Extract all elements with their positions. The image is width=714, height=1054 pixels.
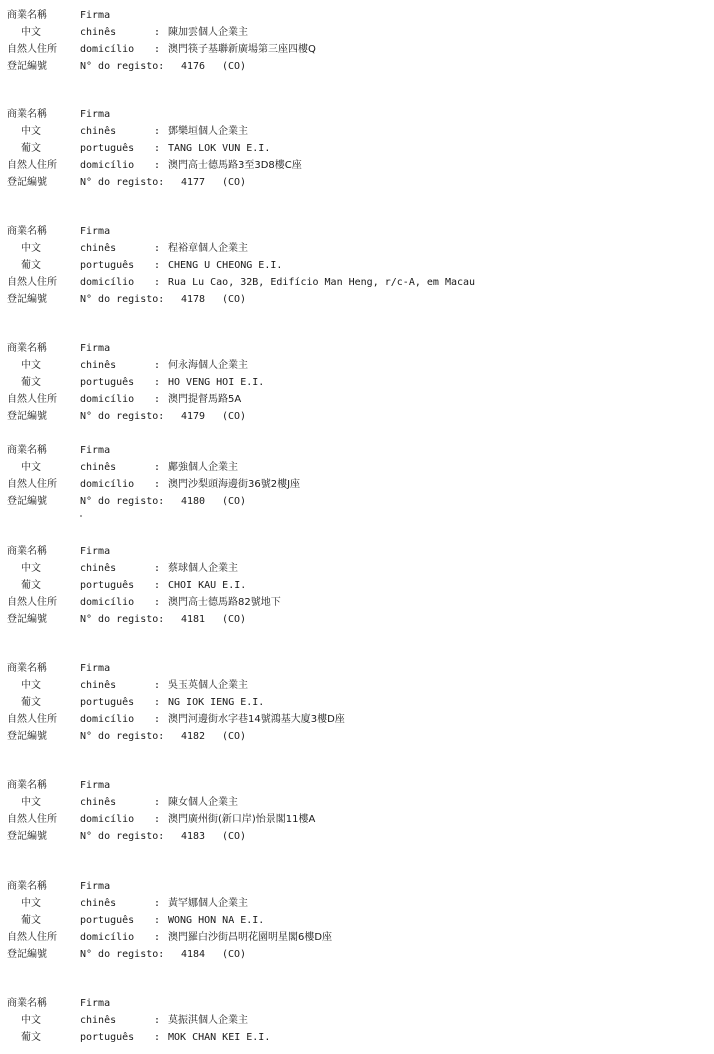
registry-entry (7, 878, 707, 963)
portuguese-name-row (7, 1029, 707, 1046)
firm-label-zh: 商業名稱 (7, 109, 47, 120)
firm-label-zh: 商業名稱 (7, 343, 47, 354)
registry-entry (7, 223, 707, 308)
portuguese-label-zh: 葡文 (21, 697, 41, 708)
portuguese-label-pt: português (80, 1032, 135, 1043)
chinese-label-pt: chinês (80, 243, 117, 254)
firm-label-zh: 商業名稱 (7, 546, 47, 557)
registry-label-zh: 登記編號 (7, 177, 47, 188)
registry-label-pt: N° do registo: (80, 294, 165, 305)
domicile-value: Rua Lu Cao, 32B, Edifício Man Heng, r/c-A, em Macau (168, 277, 476, 288)
firm-label-pt: Firma (80, 343, 111, 354)
chinese-label-pt: chinês (80, 462, 117, 473)
registry-label-zh: 登記編號 (7, 294, 47, 305)
colon: : (154, 377, 161, 388)
scan-speck (80, 515, 82, 517)
firm-label-pt: Firma (80, 663, 111, 674)
colon: : (154, 697, 161, 708)
chinese-name-row (7, 560, 707, 577)
domicile-value: 澳門河邊街水字巷14號鴻基大廈3樓D座 (168, 714, 345, 725)
registry-number-row (7, 58, 707, 75)
chinese-name-value: 程裕章個人企業主 (168, 243, 248, 254)
domicile-label-pt: domicílio (80, 160, 135, 171)
domicile-label-zh: 自然人住所 (7, 160, 57, 171)
firm-label-zh: 商業名稱 (7, 10, 47, 21)
domicile-row (7, 594, 707, 611)
domicile-label-pt: domicílio (80, 597, 135, 608)
chinese-label-pt: chinês (80, 680, 117, 691)
registry-number: 4177 (181, 177, 206, 188)
domicile-label-zh: 自然人住所 (7, 277, 57, 288)
chinese-label-zh: 中文 (21, 1015, 41, 1026)
registry-suffix: (CO) (222, 731, 247, 742)
chinese-name-row (7, 794, 707, 811)
domicile-row (7, 476, 707, 493)
domicile-value: 澳門沙梨頭海邊街36號2樓J座 (168, 479, 301, 490)
chinese-label-zh: 中文 (21, 27, 41, 38)
chinese-label-zh: 中文 (21, 462, 41, 473)
registry-label-zh: 登記編號 (7, 831, 47, 842)
firm-label-pt: Firma (80, 881, 111, 892)
firm-label-pt: Firma (80, 998, 111, 1009)
colon: : (154, 394, 161, 405)
chinese-name-value: 何永海個人企業主 (168, 360, 248, 371)
registry-number: 4176 (181, 61, 206, 72)
firm-header-row (7, 660, 707, 677)
colon: : (154, 932, 161, 943)
chinese-label-zh: 中文 (21, 243, 41, 254)
portuguese-name-value: CHOI KAU E.I. (168, 580, 247, 591)
firm-label-pt: Firma (80, 546, 111, 557)
portuguese-name-value: TANG LOK VUN E.I. (168, 143, 271, 154)
registry-entry (7, 660, 707, 745)
portuguese-name-row (7, 694, 707, 711)
portuguese-name-value: CHENG U CHEONG E.I. (168, 260, 283, 271)
firm-label-zh: 商業名稱 (7, 780, 47, 791)
portuguese-label-zh: 葡文 (21, 377, 41, 388)
firm-label-pt: Firma (80, 226, 111, 237)
firm-label-pt: Firma (80, 10, 111, 21)
registry-entry (7, 340, 707, 425)
chinese-name-value: 蔡球個人企業主 (168, 563, 238, 574)
registry-label-pt: N° do registo: (80, 614, 165, 625)
chinese-label-pt: chinês (80, 360, 117, 371)
domicile-label-pt: domicílio (80, 932, 135, 943)
portuguese-label-pt: português (80, 697, 135, 708)
domicile-value: 澳門筷子基聯新廣場第三座四樓Q (168, 44, 316, 55)
domicile-label-zh: 自然人住所 (7, 814, 57, 825)
domicile-row (7, 157, 707, 174)
registry-label-pt: N° do registo: (80, 61, 165, 72)
colon: : (154, 260, 161, 271)
chinese-label-pt: chinês (80, 898, 117, 909)
portuguese-name-row (7, 577, 707, 594)
registry-number: 4178 (181, 294, 206, 305)
domicile-value: 澳門高士德馬路82號地下 (168, 597, 281, 608)
registry-number: 4179 (181, 411, 206, 422)
chinese-name-row (7, 123, 707, 140)
domicile-label-pt: domicílio (80, 44, 135, 55)
portuguese-name-row (7, 374, 707, 391)
firm-header-row (7, 878, 707, 895)
registry-number-row (7, 611, 707, 628)
registry-number: 4180 (181, 496, 206, 507)
colon: : (154, 160, 161, 171)
chinese-label-zh: 中文 (21, 563, 41, 574)
portuguese-name-value: NG IOK IENG E.I. (168, 697, 265, 708)
registry-suffix: (CO) (222, 294, 247, 305)
chinese-name-row (7, 677, 707, 694)
registry-label-pt: N° do registo: (80, 177, 165, 188)
chinese-label-zh: 中文 (21, 126, 41, 137)
colon: : (154, 143, 161, 154)
registry-entry (7, 995, 707, 1046)
domicile-value: 澳門廣州街(新口岸)怡景閣11樓A (168, 814, 316, 825)
chinese-label-pt: chinês (80, 27, 117, 38)
firm-header-row (7, 7, 707, 24)
registry-suffix: (CO) (222, 831, 247, 842)
registry-label-zh: 登記編號 (7, 61, 47, 72)
registry-entry (7, 543, 707, 628)
registry-number-row (7, 493, 707, 510)
portuguese-name-value: WONG HON NA E.I. (168, 915, 265, 926)
domicile-label-pt: domicílio (80, 814, 135, 825)
firm-label-pt: Firma (80, 445, 111, 456)
colon: : (154, 797, 161, 808)
portuguese-name-row (7, 140, 707, 157)
domicile-label-zh: 自然人住所 (7, 932, 57, 943)
portuguese-label-pt: português (80, 260, 135, 271)
firm-label-zh: 商業名稱 (7, 226, 47, 237)
portuguese-name-value: HO VENG HOI E.I. (168, 377, 265, 388)
portuguese-name-row (7, 912, 707, 929)
colon: : (154, 27, 161, 38)
registry-entry (7, 106, 707, 191)
chinese-name-value: 莫振淇個人企業主 (168, 1015, 248, 1026)
domicile-label-zh: 自然人住所 (7, 597, 57, 608)
firm-header-row (7, 995, 707, 1012)
registry-label-zh: 登記編號 (7, 731, 47, 742)
registry-number-row (7, 728, 707, 745)
portuguese-label-zh: 葡文 (21, 143, 41, 154)
colon: : (154, 597, 161, 608)
registry-label-zh: 登記編號 (7, 411, 47, 422)
domicile-label-pt: domicílio (80, 394, 135, 405)
portuguese-name-value: MOK CHAN KEI E.I. (168, 1032, 271, 1043)
colon: : (154, 714, 161, 725)
registry-number: 4182 (181, 731, 206, 742)
firm-label-zh: 商業名稱 (7, 881, 47, 892)
registry-suffix: (CO) (222, 61, 247, 72)
portuguese-label-zh: 葡文 (21, 260, 41, 271)
colon: : (154, 563, 161, 574)
chinese-label-pt: chinês (80, 1015, 117, 1026)
domicile-row (7, 711, 707, 728)
chinese-name-row (7, 357, 707, 374)
domicile-value: 澳門高士德馬路3至3D8樓C座 (168, 160, 302, 171)
firm-label-zh: 商業名稱 (7, 663, 47, 674)
firm-header-row (7, 543, 707, 560)
portuguese-label-zh: 葡文 (21, 1032, 41, 1043)
registry-label-zh: 登記編號 (7, 949, 47, 960)
chinese-label-zh: 中文 (21, 360, 41, 371)
portuguese-label-pt: português (80, 143, 135, 154)
registry-suffix: (CO) (222, 614, 247, 625)
domicile-label-pt: domicílio (80, 714, 135, 725)
registry-number: 4181 (181, 614, 206, 625)
portuguese-label-pt: português (80, 915, 135, 926)
domicile-label-zh: 自然人住所 (7, 479, 57, 490)
portuguese-label-zh: 葡文 (21, 580, 41, 591)
chinese-label-pt: chinês (80, 797, 117, 808)
registry-number-row (7, 291, 707, 308)
colon: : (154, 126, 161, 137)
chinese-name-row (7, 1012, 707, 1029)
chinese-name-row (7, 24, 707, 41)
domicile-label-zh: 自然人住所 (7, 394, 57, 405)
chinese-name-value: 陳加雲個人企業主 (168, 27, 248, 38)
chinese-name-value: 陳女個人企業主 (168, 797, 238, 808)
registry-label-zh: 登記編號 (7, 614, 47, 625)
registry-suffix: (CO) (222, 411, 247, 422)
domicile-label-zh: 自然人住所 (7, 714, 57, 725)
colon: : (154, 462, 161, 473)
chinese-name-row (7, 895, 707, 912)
domicile-value: 澳門提督馬路5A (168, 394, 242, 405)
registry-label-pt: N° do registo: (80, 949, 165, 960)
colon: : (154, 915, 161, 926)
firm-header-row (7, 106, 707, 123)
registry-number-row (7, 174, 707, 191)
chinese-name-value: 鄧樂垣個人企業主 (168, 126, 248, 137)
domicile-label-pt: domicílio (80, 479, 135, 490)
portuguese-name-row (7, 257, 707, 274)
registry-entry (7, 442, 707, 510)
colon: : (154, 277, 161, 288)
colon: : (154, 680, 161, 691)
portuguese-label-pt: português (80, 377, 135, 388)
portuguese-label-pt: português (80, 580, 135, 591)
registry-number-row (7, 828, 707, 845)
colon: : (154, 1015, 161, 1026)
chinese-label-zh: 中文 (21, 898, 41, 909)
domicile-row (7, 391, 707, 408)
registry-label-pt: N° do registo: (80, 831, 165, 842)
registry-label-pt: N° do registo: (80, 731, 165, 742)
chinese-name-value: 黃罕娜個人企業主 (168, 898, 248, 909)
registry-entry (7, 777, 707, 845)
registry-number: 4184 (181, 949, 206, 960)
registry-label-pt: N° do registo: (80, 411, 165, 422)
firm-label-zh: 商業名稱 (7, 445, 47, 456)
domicile-row (7, 41, 707, 58)
colon: : (154, 44, 161, 55)
registry-suffix: (CO) (222, 496, 247, 507)
portuguese-label-zh: 葡文 (21, 915, 41, 926)
chinese-name-row (7, 459, 707, 476)
registry-number: 4183 (181, 831, 206, 842)
registry-number-row (7, 408, 707, 425)
chinese-name-row (7, 240, 707, 257)
domicile-row (7, 811, 707, 828)
colon: : (154, 479, 161, 490)
chinese-label-zh: 中文 (21, 680, 41, 691)
firm-label-pt: Firma (80, 109, 111, 120)
colon: : (154, 243, 161, 254)
registry-label-zh: 登記編號 (7, 496, 47, 507)
domicile-value: 澳門羅白沙街昌明花園明星閣6樓D座 (168, 932, 333, 943)
colon: : (154, 1032, 161, 1043)
domicile-row (7, 274, 707, 291)
firm-label-pt: Firma (80, 780, 111, 791)
colon: : (154, 814, 161, 825)
colon: : (154, 360, 161, 371)
firm-header-row (7, 223, 707, 240)
domicile-label-pt: domicílio (80, 277, 135, 288)
chinese-name-value: 鄺強個人企業主 (168, 462, 238, 473)
registry-suffix: (CO) (222, 177, 247, 188)
firm-header-row (7, 777, 707, 794)
firm-header-row (7, 442, 707, 459)
colon: : (154, 898, 161, 909)
registry-number-row (7, 946, 707, 963)
chinese-label-pt: chinês (80, 126, 117, 137)
registry-entry (7, 7, 707, 75)
firm-header-row (7, 340, 707, 357)
domicile-row (7, 929, 707, 946)
chinese-name-value: 吳玉英個人企業主 (168, 680, 248, 691)
chinese-label-zh: 中文 (21, 797, 41, 808)
domicile-label-zh: 自然人住所 (7, 44, 57, 55)
colon: : (154, 580, 161, 591)
registry-label-pt: N° do registo: (80, 496, 165, 507)
registry-suffix: (CO) (222, 949, 247, 960)
chinese-label-pt: chinês (80, 563, 117, 574)
firm-label-zh: 商業名稱 (7, 998, 47, 1009)
